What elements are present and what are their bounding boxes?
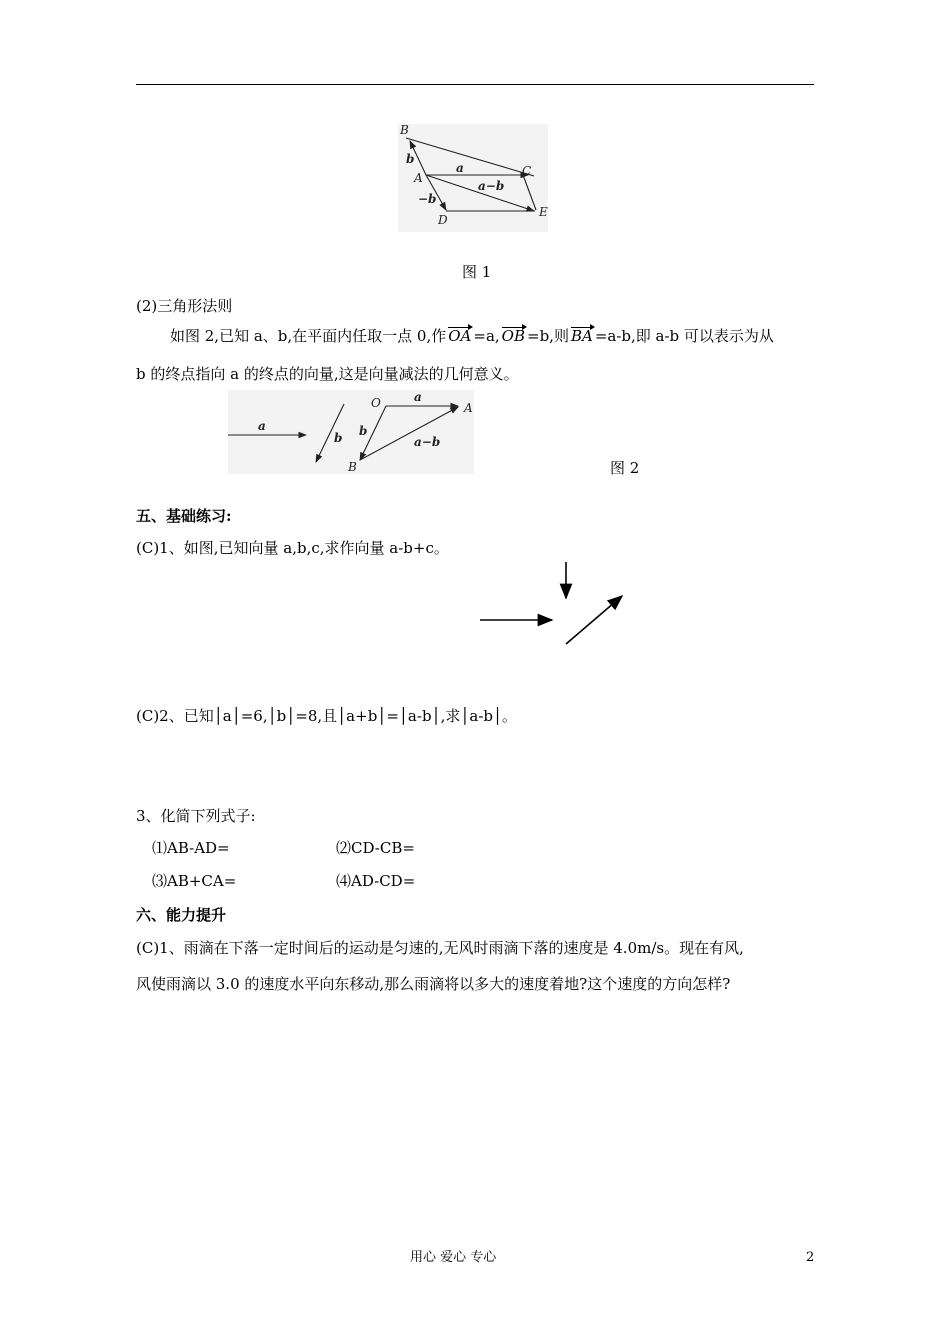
- fig2-label-a-minus-b: a−b: [414, 435, 441, 449]
- section-5-heading: 五、基础练习:: [136, 507, 232, 525]
- exercise-5-2: (C)2、已知│a│=6,│b│=8,且│a+b│=│a-b│,求│a-b│。: [136, 707, 518, 725]
- exercise-6-1-line-2: 风使雨滴以 3.0 的速度水平向东移动,那么雨滴将以多大的速度着地?这个速度的方向怎样?: [136, 975, 731, 993]
- exercise-6-1-line-1: (C)1、雨滴在下落一定时间后的运动是匀速的,无风时雨滴下落的速度是 4.0m/s。现在有风,: [136, 939, 744, 957]
- fig2-label-a1: a: [258, 419, 266, 433]
- fig2-label-b2: b: [359, 424, 368, 438]
- simplify-item-4: ⑷AD-CD=: [336, 872, 416, 890]
- figure-1-caption: 图 1: [462, 263, 492, 281]
- figure-2-caption: 图 2: [610, 459, 640, 477]
- line1-part-a: 如图 2,已知 a、b,在平面内任取一点 0,作: [170, 327, 447, 345]
- label-a: a: [456, 161, 464, 175]
- line1-part-c: =b,则: [527, 327, 569, 345]
- vector-c-arrow: [566, 596, 622, 644]
- section-6-heading: 六、能力提升: [136, 906, 227, 924]
- fig2-label-B: B: [348, 460, 357, 474]
- label-minus-b: −b: [418, 192, 437, 206]
- exercise-5-3: 3、化简下列式子:: [136, 807, 256, 825]
- label-C: C: [522, 164, 532, 178]
- vector-OA: OA: [448, 327, 472, 345]
- line1-part-b: =a,: [473, 327, 500, 345]
- figure-2-diagram: [228, 390, 474, 474]
- line1-part-d: =a-b,即 a-b 可以表示为从: [594, 327, 774, 345]
- fig2-label-O: O: [371, 396, 381, 410]
- label-E: E: [539, 205, 548, 219]
- triangle-rule-line-1: [170, 326, 774, 346]
- simplify-item-1: ⑴AB-AD=: [152, 839, 230, 857]
- vector-OB: OB: [501, 327, 525, 345]
- vector-ba: [360, 407, 458, 460]
- triangle-rule-line-2: b 的终点指向 a 的终点的向量,这是向量减法的几何意义。: [136, 365, 519, 383]
- triangle-rule-heading: (2)三角形法则: [136, 297, 233, 315]
- label-B: B: [400, 124, 409, 137]
- label-a-minus-b: a−b: [478, 179, 505, 193]
- simplify-item-2: ⑵CD-CB=: [336, 839, 415, 857]
- header-rule: [136, 84, 814, 85]
- simplify-item-3: ⑶AB+CA=: [152, 872, 237, 890]
- figure-1: [398, 124, 548, 232]
- label-D: D: [438, 213, 448, 227]
- fig2-label-b1: b: [334, 431, 343, 445]
- edge-ce: [523, 175, 536, 210]
- fig2-label-A: A: [464, 401, 473, 415]
- fig2-label-a2: a: [414, 390, 422, 404]
- page-number: 2: [806, 1250, 815, 1265]
- figure-1-diagram: [398, 124, 548, 232]
- figure-2: [228, 390, 474, 474]
- exercise-vectors-figure: [476, 560, 636, 652]
- exercise-5-1: (C)1、如图,已知向量 a,b,c,求作向量 a-b+c。: [136, 539, 449, 557]
- footer-text: 用心 爱心 专心: [410, 1250, 497, 1265]
- vector-BA: BA: [570, 327, 593, 345]
- label-b: b: [406, 152, 415, 166]
- edge-bc: [406, 138, 534, 176]
- label-A: A: [414, 171, 423, 185]
